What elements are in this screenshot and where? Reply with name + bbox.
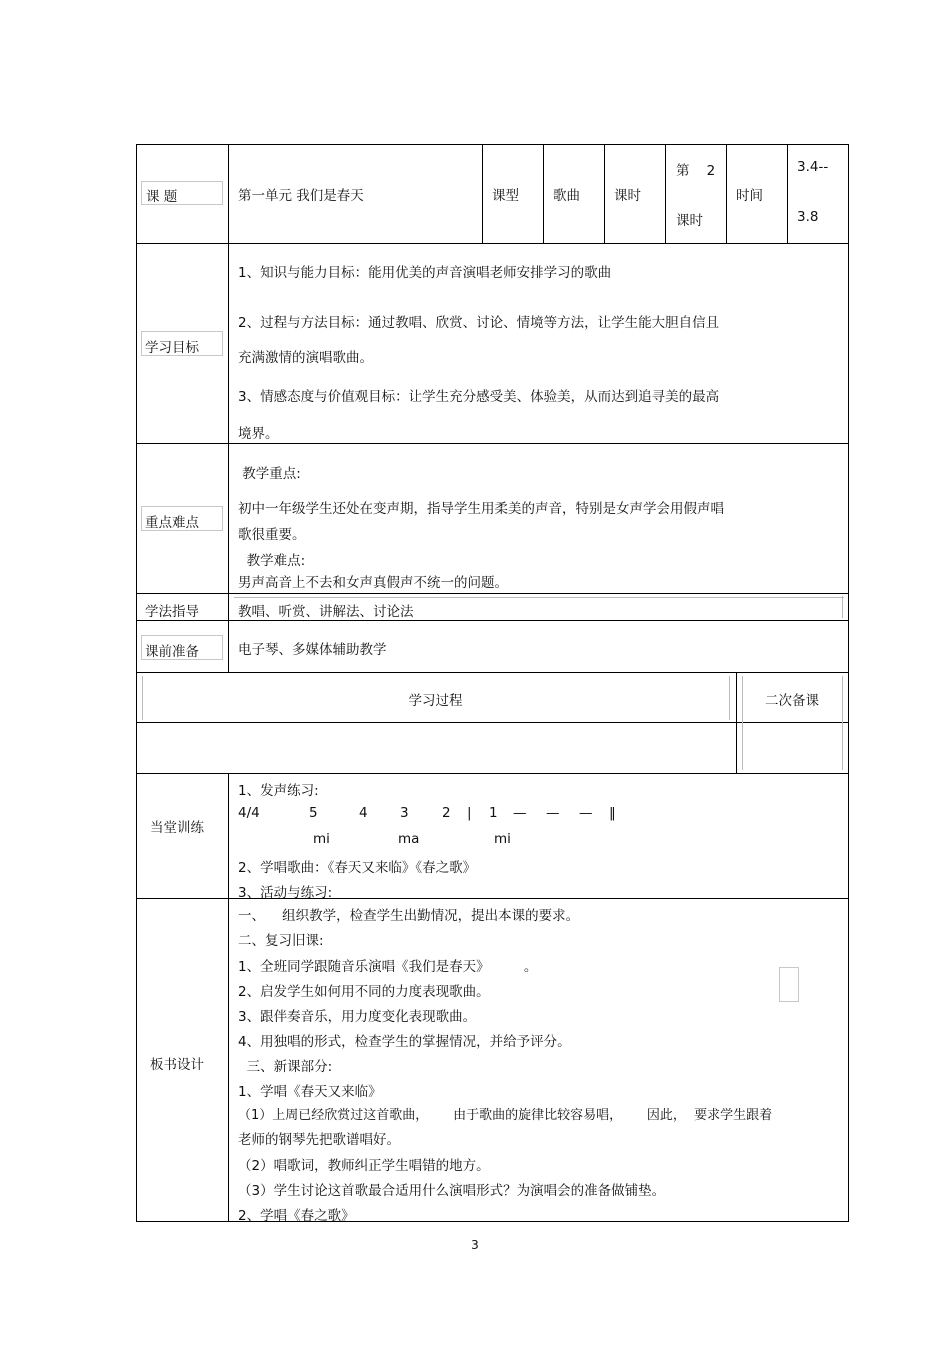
dash: — bbox=[546, 805, 560, 821]
time-value-start: 3.4-- bbox=[797, 159, 829, 175]
board-line: 2、启发学生如何用不同的力度表现歌曲。 bbox=[238, 984, 490, 1000]
prep-value: 电子琴、多媒体辅助教学 bbox=[238, 642, 387, 658]
page-number: 3 bbox=[471, 1238, 479, 1252]
practice-line: 1、发声练习: bbox=[238, 783, 319, 799]
time-label: 时间 bbox=[736, 188, 763, 204]
board-line: 2、学唱《春之歌》 bbox=[238, 1208, 355, 1224]
practice-label: 当堂训练 bbox=[150, 820, 204, 836]
empty-note-box bbox=[779, 967, 799, 1002]
syllable: mi bbox=[494, 831, 511, 847]
board-line: （2）唱歌词，教师纠正学生唱错的地方。 bbox=[238, 1158, 490, 1174]
key-point-line: 教学难点: bbox=[238, 553, 306, 569]
note: 5 bbox=[309, 805, 318, 821]
key-point-line: 初中一年级学生还处在变声期，指导学生用柔美的声音，特别是女声学会用假声唱 bbox=[238, 501, 724, 517]
dash: — bbox=[579, 805, 593, 821]
board-line: （3）学生讨论这首歌最合适用什么演唱形式？为演唱会的准备做铺垫。 bbox=[238, 1183, 666, 1199]
objective-line: 充满激情的演唱歌曲。 bbox=[238, 350, 373, 366]
lesson-type-value: 歌曲 bbox=[553, 188, 580, 204]
practice-line: 3、活动与练习: bbox=[238, 885, 333, 901]
class-hours-unit: 课时 bbox=[676, 213, 703, 229]
board-line: 1、学唱《春天又来临》 bbox=[238, 1084, 382, 1100]
revision-header: 二次备课 bbox=[765, 693, 819, 709]
class-hours-value: 第 2 bbox=[676, 163, 716, 179]
board-line: （1）上周已经欣赏过这首歌曲， 由于歌曲的旋律比较容易唱， 因此， 要求学生跟着 bbox=[238, 1108, 773, 1123]
board-line: 二、复习旧课: bbox=[238, 933, 324, 949]
method-label: 学法指导 bbox=[145, 604, 199, 620]
note: 2 bbox=[442, 805, 451, 821]
syllable: ma bbox=[398, 831, 420, 847]
objective-line: 2、过程与方法目标：通过教唱、欣赏、讨论、情境等方法，让学生能大胆自信且 bbox=[238, 315, 720, 331]
syllable: mi bbox=[313, 831, 330, 847]
objective-line: 境界。 bbox=[238, 426, 279, 442]
method-value: 教唱、听赏、讲解法、讨论法 bbox=[238, 604, 414, 620]
board-line: 4、用独唱的形式，检查学生的掌握情况，并给予评分。 bbox=[238, 1034, 571, 1050]
objective-line: 1、知识与能力目标：能用优美的声音演唱老师安排学习的歌曲 bbox=[238, 265, 612, 281]
lesson-title-label: 课 题 bbox=[146, 189, 178, 205]
class-hours-label: 课时 bbox=[614, 188, 641, 204]
dash: — bbox=[513, 805, 527, 821]
board-line: 老师的钢琴先把歌谱唱好。 bbox=[238, 1132, 400, 1148]
board-line: 3、跟伴奏音乐，用力度变化表现歌曲。 bbox=[238, 1009, 477, 1025]
lesson-title: 第一单元 我们是春天 bbox=[238, 188, 364, 204]
prep-label: 课前准备 bbox=[145, 644, 199, 660]
objective-line: 3、情感态度与价值观目标：让学生充分感受美、体验美，从而达到追寻美的最高 bbox=[238, 389, 720, 405]
board-line: 1、全班同学跟随音乐演唱《我们是春天》 。 bbox=[238, 959, 538, 975]
board-line: 三、新课部分: bbox=[238, 1059, 333, 1075]
time-signature: 4/4 bbox=[238, 805, 260, 821]
bar-line: | bbox=[467, 805, 472, 821]
key-points-label: 重点难点 bbox=[145, 515, 199, 531]
time-value-end: 3.8 bbox=[797, 209, 819, 225]
practice-line: 2、学唱歌曲：《春天又来临》《春之歌》 bbox=[238, 860, 477, 876]
end-bar: ‖ bbox=[609, 805, 616, 821]
board-line: 一、 组织教学，检查学生出勤情况，提出本课的要求。 bbox=[238, 908, 580, 924]
key-point-line: 男声高音上不去和女声真假声不统一的问题。 bbox=[238, 575, 508, 591]
lesson-type-label: 课型 bbox=[492, 188, 519, 204]
note: 3 bbox=[400, 805, 409, 821]
note: 1 bbox=[489, 805, 498, 821]
note: 4 bbox=[359, 805, 368, 821]
process-header: 学习过程 bbox=[408, 693, 463, 709]
board-label: 板书设计 bbox=[150, 1057, 204, 1073]
key-point-line: 教学重点: bbox=[238, 466, 301, 482]
objectives-label: 学习目标 bbox=[145, 340, 199, 356]
key-point-line: 歌很重要。 bbox=[238, 527, 306, 543]
